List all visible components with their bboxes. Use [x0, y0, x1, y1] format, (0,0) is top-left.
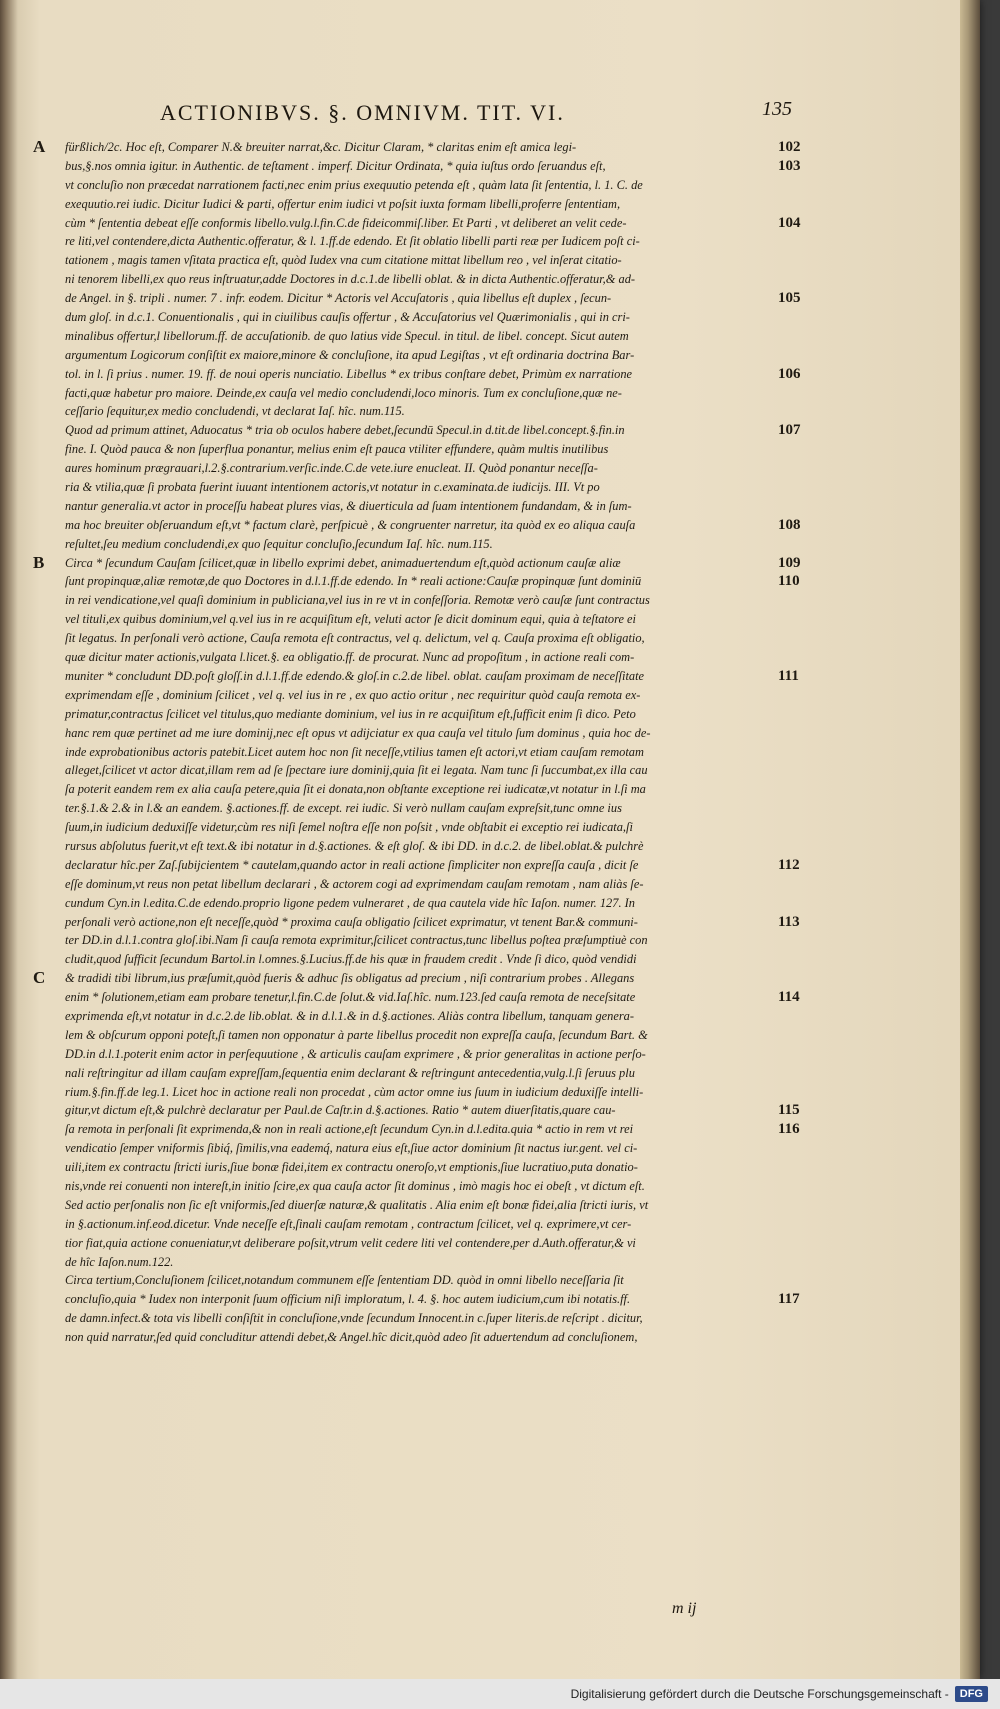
text-line — [33, 667, 799, 686]
line-text: inde exprobationibus actoris patebit.Licet autem hoc non ſit neceſſe,vtilius tamen eſt actori,vt etiam cauſam remotam — [65, 744, 644, 759]
line-text: bus,§.nos omnia igitur. in Authentic. de teſtament . imperf. Dicitur Ordinata, * quia iuſtus ordo ſeruandus eſt, — [65, 158, 606, 173]
page-number: 135 — [762, 98, 792, 120]
line-text: cludit,quod ſufficit ſecundum Bartol.in l.omnes.§.Lucius.ff.de his quæ in fraudem credit . Vnde ſi dico, quòd vendidi — [65, 952, 637, 967]
line-text: ter DD.in d.l.1.contra gloſ.ibi.Nam ſi cauſa remota exprimitur,ſcilicet contractus,tunc libellus poſtea præſumptiuè con — [65, 933, 648, 948]
line-text: ſuum,in iudicium deduxiſſe videtur,cùm res niſi ſemel noſtra eſſe non poſsit , vnde obſtabit ei exceptio rei iudicata,ſi — [65, 820, 633, 835]
line-text: alleget,ſcilicet vt actor dicat,illam rem ad ſe ſpectare iure dominij,quia ſit ei legata. Nam tunc ſi ſuccumbat,ex illa cau — [65, 763, 648, 778]
section-letter: B — [33, 552, 45, 572]
line-text: ſit legatus. In perſonali verò actione, Cauſa remota eſt contractus, vel q. delictum, vel q. Cauſa proxima eſt obligatio, — [65, 631, 645, 646]
section-letter: A — [33, 137, 46, 156]
line-text: & tradidi tibi librum,ius præſumit,quòd fueris & adhuc ſis obligatus ad precium , niſi contrarium probes . Allegans — [65, 971, 635, 986]
text-line — [33, 894, 773, 913]
footer-bar — [0, 1679, 1000, 1709]
text-line — [33, 270, 773, 289]
text-line — [33, 875, 773, 894]
line-text: fine. I. Quòd pauca & non ſuperflua ponantur, melius enim eſt pauca vtiliter effundere, quàm multis inutilibus — [65, 442, 609, 457]
text-line — [33, 1045, 773, 1064]
line-text: exprimendam eſſe , dominium ſcilicet , vel q. vel ius in re , ex quo actio oritur , nec requiritur quòd cauſa remota ex- — [65, 687, 641, 702]
section-letter: C — [33, 968, 46, 988]
margin-number: 106 — [778, 365, 801, 382]
line-text: nali reſtringitur ad illam cauſam expreſſam,ſequentia enim declarant & reſtringunt antecedentia,vulg.l.ſi ſeruus plu — [65, 1065, 635, 1080]
margin-number: 113 — [778, 913, 800, 930]
text-line — [33, 1101, 800, 1120]
line-text: eſſe dominum,vt reus non petat libellum declarari , & actorem cogi ad exprimendam cauſam remotam , nam aliàs ſe- — [65, 876, 644, 891]
text-line — [33, 497, 773, 516]
text-line — [33, 232, 773, 251]
line-text: ſa remota in perſonali ſit exprimenda,& non in reali actione,eſt ſecundum Cyn.in d.l.edita.quia * actio in rem vt rei — [65, 1122, 634, 1137]
text-line — [33, 856, 800, 875]
line-text: tior fiat,quia actione conueniatur,vt deliberare poſsit,vtrum velit cedere liti vel contendere,per d.Auth.offeratur,& vi — [65, 1235, 636, 1250]
line-text: ma hoc breuiter obſeruandum eſt,vt * factum clarè, perſpicuè , & congruenter narretur, ita quòd ex eo aliqua cauſa — [65, 517, 636, 532]
text-line — [33, 1158, 773, 1177]
text-line — [33, 308, 773, 327]
text-line — [33, 157, 801, 176]
text-line — [33, 780, 773, 799]
line-text: DD.in d.l.1.poterit enim actor in perſequutione , & articulis cauſam exprimere , & prior generalitas in actione perſo- — [65, 1046, 646, 1061]
line-text: uili,item ex contractu ſtricti iuris,ſiue bonæ fidei,item ex contractu oneroſo,vt emptionis,ſiue lucratiuo,puta donatio- — [65, 1160, 638, 1175]
line-text: fürßlich/2c. Hoc eſt, Comparer N.& breuiter narrat,&c. Dicitur Claram, * claritas enim eſt amica legi- — [65, 140, 577, 154]
text-line — [33, 913, 800, 932]
line-text: rursus abſolutus fuerit,vt eſt text.& ibi notatur in d.§.actiones. & eſt gloſ. & ibi DD. in d.c.2. de libel.oblat.& pulchrè — [65, 838, 644, 853]
text-line — [33, 365, 801, 384]
line-text: ter.§.1.& 2.& in l.& an eandem. §.actiones.ff. de except. rei iudic. Si verò nullam cauſam expreſsit,tunc omne ius — [65, 801, 622, 816]
line-text: non quid narratur,ſed quid concluditur attendi debet,& Angel.hîc dicit,quòd adeo ſit aduertendum ad concluſionem, — [65, 1330, 638, 1345]
line-text: tationem , magis tamen vſitata practica eſt, quòd Iudex vna cum citatione mittat libellum reo , vel inſerat citatio- — [65, 253, 622, 268]
line-text: concluſio,quia * Iudex non interponit ſuum officium niſi imploratum, l. 4. §. hoc autem iudicium,cum ibi notatis.ff. — [65, 1292, 631, 1307]
line-text: vt concluſio non præcedat narrationem facti,nec enim prius exequutio petenda eſt , quàm lata ſit ſententia, l. 1. C. de — [65, 177, 643, 192]
margin-number: 105 — [778, 290, 801, 307]
text-line — [33, 327, 773, 346]
line-text: rium.§.fin.ff.de leg.1. Licet hoc in actione reali non procedat , cùm actor omne ius ſuum in iudicium deduxiſſe intelli- — [65, 1084, 644, 1099]
running-head: ACTIONIBVS. §. OMNIVM. TIT. VI. — [160, 100, 565, 125]
line-text: nantur generalia.vt actor in proceſſu habeat plures vias, & diuerticula ad ſuam intentionem fundandam, & in ſum- — [65, 498, 632, 513]
line-text: reſultet,ſeu medium concludendi,ex quo ſequitur concluſio,ſecundum Iaſ. hîc. num.115. — [65, 536, 493, 551]
dfg-logo: DFG — [955, 1686, 988, 1702]
text-line — [33, 214, 801, 233]
line-text: perſonali verò actione,non eſt neceſſe,quòd * proxima cauſa obligatio ſcilicet exprimatur, vt tenent Bar.& communi- — [65, 914, 638, 929]
line-text: in rei vendicatione,vel quaſi dominium in publiciana,vel ius in re vt in confeſſoria. Remotæ verò cauſæ ſunt contractus — [65, 593, 650, 608]
margin-number: 117 — [778, 1291, 800, 1308]
line-text: gitur,vt dictum eſt,& pulchrè declaratur per Paul.de Caſtr.in d.§.actiones. Ratio * autem diuerſitatis,quare cau- — [65, 1103, 616, 1118]
text-line — [33, 743, 773, 762]
body-text — [33, 137, 801, 1347]
line-text: lem & obſcurum opponi poteſt,ſi tamen non opponatur à parte libellus procedit non expreſſa cauſa, ſecundum Bart. & — [65, 1027, 648, 1042]
line-text: cùm * ſententia debeat eſſe conformis libello.vulg.l.fin.C.de fideicommiſ.liber. Et Parti , vt deliberet an velit cede- — [65, 215, 627, 230]
margin-number: 115 — [778, 1102, 800, 1119]
margin-number: 110 — [778, 573, 800, 590]
text-line — [33, 724, 773, 743]
text-line — [33, 478, 773, 497]
text-line — [33, 1271, 773, 1290]
text-line — [33, 1196, 773, 1215]
line-text: vendicatio ſemper vniformis ſibiq́, ſimilis,vna eademq́, natura eius eſt,ſiue actor dominium ſit nactus iur.gent. vel ci- — [65, 1141, 638, 1156]
line-text: aures hominum prægrauari,l.2.§.contrarium.verſic.inde.C.de vete.iure enucleat. II. Quòd ponantur neceſſa- — [65, 461, 598, 476]
signature-mark: m ij — [672, 1600, 697, 1617]
text-line — [33, 402, 773, 421]
text-line — [33, 1083, 773, 1102]
margin-number: 107 — [778, 422, 801, 439]
line-text: Quod ad primum attinet, Aduocatus * tria ob oculos habere debet,ſecundū Specul.in d.tit.de libel.concept.§.fin.in — [65, 423, 625, 438]
text-line — [33, 705, 773, 724]
text-line — [33, 610, 773, 629]
line-text: exequutio.rei iudic. Dicitur Iudici & parti, offertur enim iudici vt poſsit iuxta formam libelli,proferre ſententiam, — [65, 196, 621, 211]
line-text: argumentum Logicorum conſiſtit ex maiore,minore & concluſione, ita apud Legiſtas , vt eſt ordinaria doctrina Bar- — [65, 347, 635, 362]
margin-number: 102 — [778, 139, 801, 155]
text-line — [33, 552, 801, 573]
line-text: de Angel. in §. tripli . numer. 7 . infr. eodem. Dicitur * Actoris vel Accuſatoris , quia libellus eſt duplex , ſecun- — [65, 291, 612, 306]
margin-number: 103 — [778, 157, 801, 174]
text-line — [33, 289, 801, 308]
text-line — [33, 195, 773, 214]
text-line — [33, 969, 773, 988]
line-text: in §.actionum.inf.eod.dicetur. Vnde neceſſe eſt,ſinali cauſam remotam , contractum ſcilicet, vel q. exprimere,vt cer- — [65, 1216, 632, 1231]
text-line — [33, 1253, 773, 1272]
text-line — [33, 1064, 773, 1083]
text-line — [33, 648, 773, 667]
text-line — [33, 950, 773, 969]
line-text: de hîc Iaſon.num.122. — [65, 1254, 174, 1269]
line-text: quæ dicitur mater actionis,vulgata l.licet.§. ea obligatio.ff. de procurat. Nunc ad propoſitum , in actione reali com- — [65, 650, 635, 665]
line-text: cundum Cyn.in l.edita.C.de edendo.proprio ligone pedem vulneraret , de qua cautela vide hîc Iaſon. numer. 127. In — [65, 895, 635, 910]
line-text: vel tituli,ex quibus dominium,vel q.vel ius in re acquiſitum eſt, veluti actor ſe dicit dominum equi, quia à teſtatore ei — [65, 612, 637, 627]
line-text: minalibus offertur,l libellorum.ff. de accuſationib. de quo latius vide Specul. in titul. de libel. concept. Sicut autem — [65, 328, 629, 343]
text-line — [33, 629, 773, 648]
line-text: primatur,contractus ſcilicet vel titulus,quo mediante dominium, vel ius in re acquiſitum eſt,ſufficit enim ſi dico. Peto — [65, 706, 636, 721]
margin-number: 111 — [778, 667, 799, 684]
text-line — [33, 176, 773, 195]
line-text: Circa tertium,Concluſionem ſcilicet,notandum communem eſſe ſententiam DD. quòd in omni libello neceſſaria ſit — [65, 1273, 624, 1288]
text-line — [33, 799, 773, 818]
text-line — [33, 988, 800, 1007]
text-line — [33, 1234, 773, 1253]
line-text: enim * ſolutionem,etiam eam probare tenetur,l.fin.C.de ſolut.& vid.Iaſ.hîc. num.123.ſed cauſa remota de neceſsitate — [65, 990, 636, 1005]
text-line — [33, 1026, 773, 1045]
margin-number: 108 — [778, 516, 801, 533]
text-line — [33, 591, 773, 610]
text-line — [33, 1328, 773, 1347]
text-line — [33, 1215, 773, 1234]
text-line — [33, 440, 773, 459]
line-text: ceſſario ſequitur,ex medio concludendi, vt declarat Iaſ. hîc. num.115. — [65, 404, 405, 419]
text-line — [33, 1309, 773, 1328]
text-line — [33, 1139, 773, 1158]
line-text: muniter * concludunt DD.poſt gloſſ.in d.l.1.ff.de edendo.& gloſ.in c.2.de libel. oblat. cauſam proximam de neceſſitate — [65, 668, 645, 683]
line-text: dum gloſ. in d.c.1. Conuentionalis , qui in ciuilibus cauſis offertur , & Accuſatorius vel Quærimonialis , qui in cri- — [65, 310, 630, 325]
text-line — [33, 931, 773, 950]
margin-number: 112 — [778, 856, 800, 873]
margin-number: 109 — [778, 554, 801, 571]
line-text: exprimenda eſt,vt notatur in d.c.2.de lib.oblat. & in d.l.1.& in d.§.actiones. Aliàs contra libellum, tanquam genera- — [65, 1008, 634, 1023]
line-text: ni tenorem libelli,ex quo reus inſtruatur,adde Doctores in d.c.1.de libelli oblat. & in dicta Authentic.offeratur,& ad- — [65, 272, 636, 287]
line-text: de damn.infect.& tota vis libelli conſiſtit in concluſione,vnde ſecundum Innocent.in c.ſuper literis.de reſcript . dicitur, — [65, 1311, 643, 1326]
text-line — [33, 1007, 773, 1026]
text-line — [33, 516, 801, 535]
text-line — [33, 686, 773, 705]
text-line — [33, 535, 773, 554]
text-line — [33, 384, 773, 403]
text-line — [33, 761, 773, 780]
margin-number: 116 — [778, 1121, 800, 1138]
line-text: ſunt propinquæ,aliæ remotæ,de quo Doctores in d.l.1.ff.de edendo. In * reali actione:Cauſæ propinquæ ſunt dominiū — [65, 574, 642, 589]
line-text: nis,vnde rei conuenti non intereſt,in initio ſcire,ex qua cauſa actor ſit dominus , imò magis hoc ei obeſt , vt dictum eſt. — [65, 1178, 645, 1193]
text-line — [33, 251, 773, 270]
text-line — [33, 346, 773, 365]
text-line — [33, 421, 801, 440]
line-text: declaratur hîc.per Zaſ.ſubijcientem * cautelam,quando actor in reali actione ſimpliciter non expreſſa cauſa , dicit ſe — [65, 857, 639, 872]
text-line — [33, 818, 773, 837]
line-text: Sed actio perſonalis non ſic eſt vniformis,ſed diuerſæ naturæ,& qualitatis . Alia enim eſt bonæ fidei,alia ſtricti iuris, vt — [65, 1197, 649, 1212]
page-edge — [960, 0, 980, 1679]
text-line — [33, 459, 773, 478]
text-line — [33, 572, 800, 591]
footer-credit: Digitalisierung gefördert durch die Deutsche Forschungsgemeinschaft - — [570, 1687, 949, 1701]
line-text: facti,quæ habetur pro maiore. Deinde,ex cauſa vel medio concludendi,loco minoris. Tum ex concluſione,quæ ne- — [65, 385, 622, 400]
text-line — [33, 1120, 800, 1139]
line-text: re liti,vel contendere,dicta Authentic.offeratur, & l. 1.ff.de edendo. Et ſit oblatio libelli parti reæ per Iudicem poſt ci- — [65, 234, 640, 249]
text-line — [33, 1177, 773, 1196]
line-text: hanc rem quæ pertinet ad me iure dominij,nec eſt opus vt adijciatur ex qua cauſa vel titulo ſum dominus , quia hoc de- — [65, 725, 651, 740]
line-text: Circa * ſecundum Cauſam ſcilicet,quæ in libello exprimi debet, animaduertendum eſt,quòd actionum cauſæ aliæ — [65, 555, 621, 570]
text-line — [33, 837, 773, 856]
text-line — [33, 137, 801, 157]
margin-number: 104 — [778, 214, 801, 231]
text-line — [33, 1290, 800, 1309]
line-text: tol. in l. ſi prius . numer. 19. ff. de noui operis nunciatio. Libellus * ex tribus conſtare debet, Primùm ex narratione — [65, 366, 633, 381]
line-text: ria & vtilia,quæ ſi probata fuerint iuuant intentionem actoris,vt notatur in c.examinata.de iudicijs. III. Vt po — [65, 480, 600, 495]
margin-number: 114 — [778, 989, 800, 1006]
line-text: ſa poterit eandem rem ex alia cauſa petere,quia ſit ei donata,non obſtante exceptione rei iudicatæ,vt notatur in l.ſi ma — [65, 782, 646, 797]
